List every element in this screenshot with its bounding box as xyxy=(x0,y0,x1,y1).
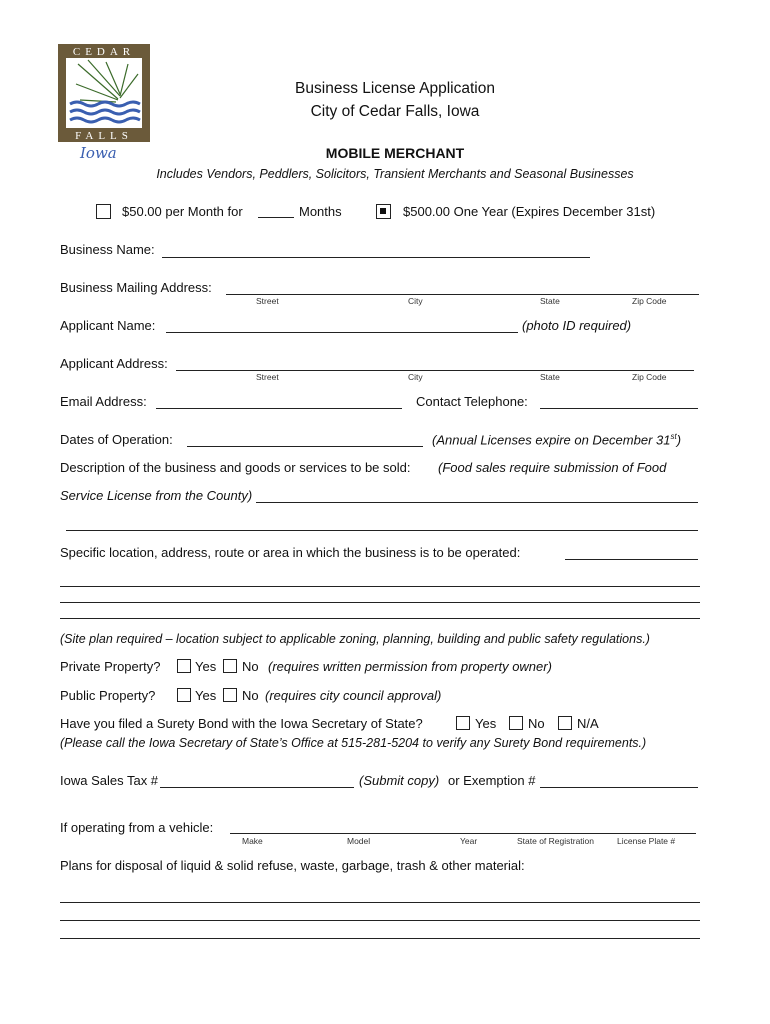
yearly-fee-checkbox[interactable] xyxy=(376,204,391,219)
applicant-city-sublabel: City xyxy=(408,372,423,382)
months-label: Months xyxy=(299,204,342,219)
mailing-state-sublabel: State xyxy=(540,296,560,306)
months-count-field[interactable] xyxy=(258,217,294,218)
applicant-address-label: Applicant Address: xyxy=(60,356,168,371)
form-type: MOBILE MERCHANT xyxy=(325,145,465,161)
photo-id-note: (photo ID required) xyxy=(522,318,632,333)
dates-field[interactable] xyxy=(187,446,423,447)
food-sales-note: (Food sales require submission of Food xyxy=(438,460,667,475)
private-yes-label: Yes xyxy=(195,659,217,674)
mailing-address-label: Business Mailing Address: xyxy=(60,280,212,295)
surety-no-label: No xyxy=(528,716,545,731)
monthly-fee-checkbox[interactable] xyxy=(96,204,111,219)
surety-na-label: N/A xyxy=(577,716,599,731)
disposal-field-3[interactable] xyxy=(60,938,700,939)
public-yes-label: Yes xyxy=(195,688,217,703)
submit-copy-note: (Submit copy) xyxy=(359,773,440,788)
private-yes-checkbox[interactable] xyxy=(177,659,191,673)
applicant-street-sublabel: Street xyxy=(256,372,279,382)
svg-text:Iowa: Iowa xyxy=(80,144,117,162)
sales-tax-label: Iowa Sales Tax # xyxy=(60,773,159,788)
exemption-label: or Exemption # xyxy=(448,773,536,788)
form-title: Business License Application xyxy=(295,80,495,97)
vehicle-model-sublabel: Model xyxy=(347,836,371,846)
surety-na-checkbox[interactable] xyxy=(558,716,572,730)
public-property-label: Public Property? xyxy=(60,688,156,703)
food-sales-note-cont: Service License from the County) xyxy=(60,488,253,503)
applicant-state-sublabel: State xyxy=(540,372,560,382)
location-label: Specific location, address, route or area in which the business is to be operated: xyxy=(60,545,521,560)
form-includes-note: Includes Vendors, Peddlers, Solicitors, Transient Merchants and Seasonal Businesses xyxy=(156,167,634,181)
vehicle-field[interactable] xyxy=(230,833,696,834)
svg-text:CEDAR: CEDAR xyxy=(72,46,136,58)
business-name-field[interactable] xyxy=(162,257,590,258)
vehicle-make-sublabel: Make xyxy=(242,836,263,846)
mailing-address-field[interactable] xyxy=(226,294,699,295)
private-property-label: Private Property? xyxy=(60,659,161,674)
public-no-note: (requires city council approval) xyxy=(265,688,442,703)
email-label: Email Address: xyxy=(60,394,147,409)
business-name-label: Business Name: xyxy=(60,242,155,257)
dates-label: Dates of Operation: xyxy=(60,432,173,447)
disposal-label: Plans for disposal of liquid & solid refuse, waste, garbage, trash & other material: xyxy=(60,858,525,873)
description-field-2[interactable] xyxy=(66,530,698,531)
exemption-field[interactable] xyxy=(540,787,698,788)
vehicle-label: If operating from a vehicle: xyxy=(60,820,214,835)
surety-yes-label: Yes xyxy=(475,716,497,731)
public-no-label: No xyxy=(242,688,259,703)
private-no-label: No xyxy=(242,659,259,674)
mailing-city-sublabel: City xyxy=(408,296,423,306)
description-label: Description of the business and goods or services to be sold: xyxy=(60,460,411,475)
mailing-zip-sublabel: Zip Code xyxy=(632,296,667,306)
surety-bond-note: (Please call the Iowa Secretary of State’s Office at 515-281-5204 to verify any Surety Bond requirements.) xyxy=(60,736,647,750)
description-field-1[interactable] xyxy=(256,502,698,503)
surety-no-checkbox[interactable] xyxy=(509,716,523,730)
site-plan-note: (Site plan required – location subject to applicable zoning, planning, building and public safety regulations.) xyxy=(60,632,650,646)
private-no-checkbox[interactable] xyxy=(223,659,237,673)
public-no-checkbox[interactable] xyxy=(223,688,237,702)
applicant-name-label: Applicant Name: xyxy=(60,318,156,333)
form-subtitle: City of Cedar Falls, Iowa xyxy=(310,103,480,120)
location-field-1[interactable] xyxy=(565,559,698,560)
sales-tax-field[interactable] xyxy=(160,787,354,788)
mailing-street-sublabel: Street xyxy=(256,296,279,306)
telephone-field[interactable] xyxy=(540,408,698,409)
svg-text:FALLS: FALLS xyxy=(75,130,133,142)
email-field[interactable] xyxy=(156,408,402,409)
vehicle-plate-sublabel: License Plate # xyxy=(617,836,676,846)
surety-bond-label: Have you filed a Surety Bond with the Iowa Secretary of State? xyxy=(60,716,423,731)
location-field-4[interactable] xyxy=(60,618,700,619)
yearly-fee-label: $500.00 One Year (Expires December 31st) xyxy=(403,204,656,219)
private-no-note: (requires written permission from property owner) xyxy=(268,659,552,674)
applicant-name-field[interactable] xyxy=(166,332,518,333)
annual-license-note: (Annual Licenses expire on December 31st) xyxy=(432,432,682,448)
location-field-3[interactable] xyxy=(60,602,700,603)
public-yes-checkbox[interactable] xyxy=(177,688,191,702)
vehicle-year-sublabel: Year xyxy=(460,836,478,846)
monthly-fee-label: $50.00 per Month for xyxy=(122,204,243,219)
applicant-zip-sublabel: Zip Code xyxy=(632,372,667,382)
vehicle-state-reg-sublabel: State of Registration xyxy=(517,836,595,846)
location-field-2[interactable] xyxy=(60,586,700,587)
surety-yes-checkbox[interactable] xyxy=(456,716,470,730)
disposal-field-2[interactable] xyxy=(60,920,700,921)
applicant-address-field[interactable] xyxy=(176,370,694,371)
disposal-field-1[interactable] xyxy=(60,902,700,903)
telephone-label: Contact Telephone: xyxy=(416,394,528,409)
